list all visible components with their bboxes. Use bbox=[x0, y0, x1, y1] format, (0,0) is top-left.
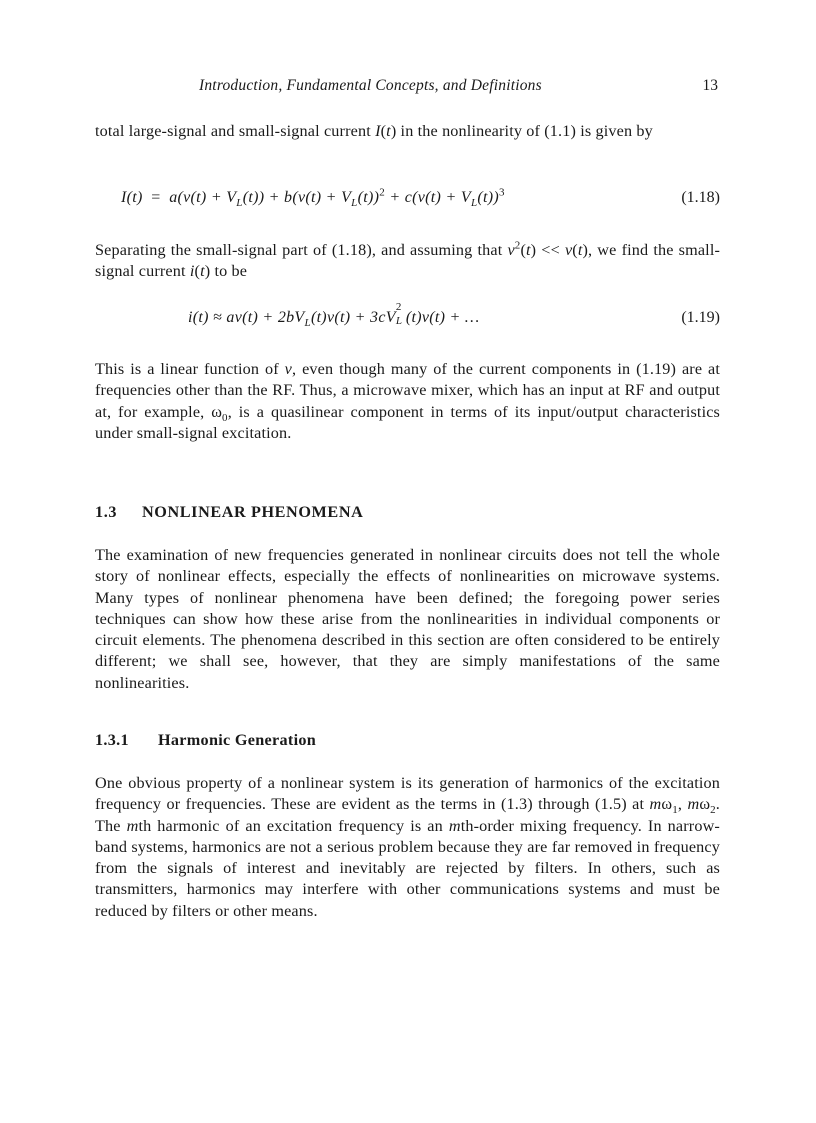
subsection-heading: 1.3.1 Harmonic Generation bbox=[95, 731, 317, 749]
equation-expression: $i(t) \approx av(t) + 2bV_L(t)v(t) + 3cV$ 2 L (t)v(t) + … bbox=[188, 301, 480, 330]
equation-1-18 bbox=[95, 186, 720, 213]
section-heading: 1.3 NONLINEAR PHENOMENA bbox=[95, 503, 364, 521]
equation-expression: $I(t) = a(v(t) + V_L(t)) + b(v(t) + V_L(t))^2 + c(v(t) + V_L(t))^3$ bbox=[121, 186, 505, 210]
equation-1-19 bbox=[95, 301, 720, 333]
paragraph-harmonic-generation: One obvious property of a nonlinear system is its generation of harmonics of the excitation frequency or frequencies. These are evident as the terms in (1.3) through (1.5) at $m\omega_1$, $m\omega_2$. The mth harmonic of an excitation frequency is an mth-order mixing frequency. In narrow-band systems, harmonics are not a serious problem because they are far removed in frequency from the signals of interest and inevitably are rejected by filters. In others, such as transmitters, harmonics may interfere with other communications systems and must be reduced by filters or other means. bbox=[95, 774, 720, 920]
running-title: Introduction, Fundamental Concepts, and Definitions bbox=[199, 77, 542, 94]
equation-number: (1.18) bbox=[681, 189, 720, 206]
paragraph-nonlinear-phenomena: The examination of new frequencies generated in nonlinear circuits does not tell the whole story of nonlinear effects, especially the effects of nonlinearities on microwave systems. Many types of nonlinear phenomena have been defined; the foregoing power series techniques can show how these arise from the nonlinearities in individual components or circuit elements. The phenomena described in this section are often considered to be entirely different; we shall see, however, that they are simply manifestations of the same nonlinearities. bbox=[95, 546, 720, 692]
equation-number: (1.19) bbox=[681, 309, 720, 326]
page-number: 13 bbox=[702, 77, 718, 94]
paragraph-intro-current: total large-signal and small-signal current I(t) in the nonlinearity of (1.1) is given by bbox=[95, 122, 653, 140]
paragraph-small-signal: Separating the small-signal part of (1.18), and assuming that $v^2(t) << v(t)$, we find the small-signal current i(t) to be bbox=[95, 239, 721, 281]
paragraph-linear-function: This is a linear function of v, even though many of the current components in (1.19) are at frequencies other than the RF. Thus, a microwave mixer, which has an input at RF and output at, for example, $\omega_0$, is a quasilinear component in terms of its input/output characteristics under small-signal excitation. bbox=[95, 360, 720, 442]
running-head bbox=[95, 77, 720, 99]
